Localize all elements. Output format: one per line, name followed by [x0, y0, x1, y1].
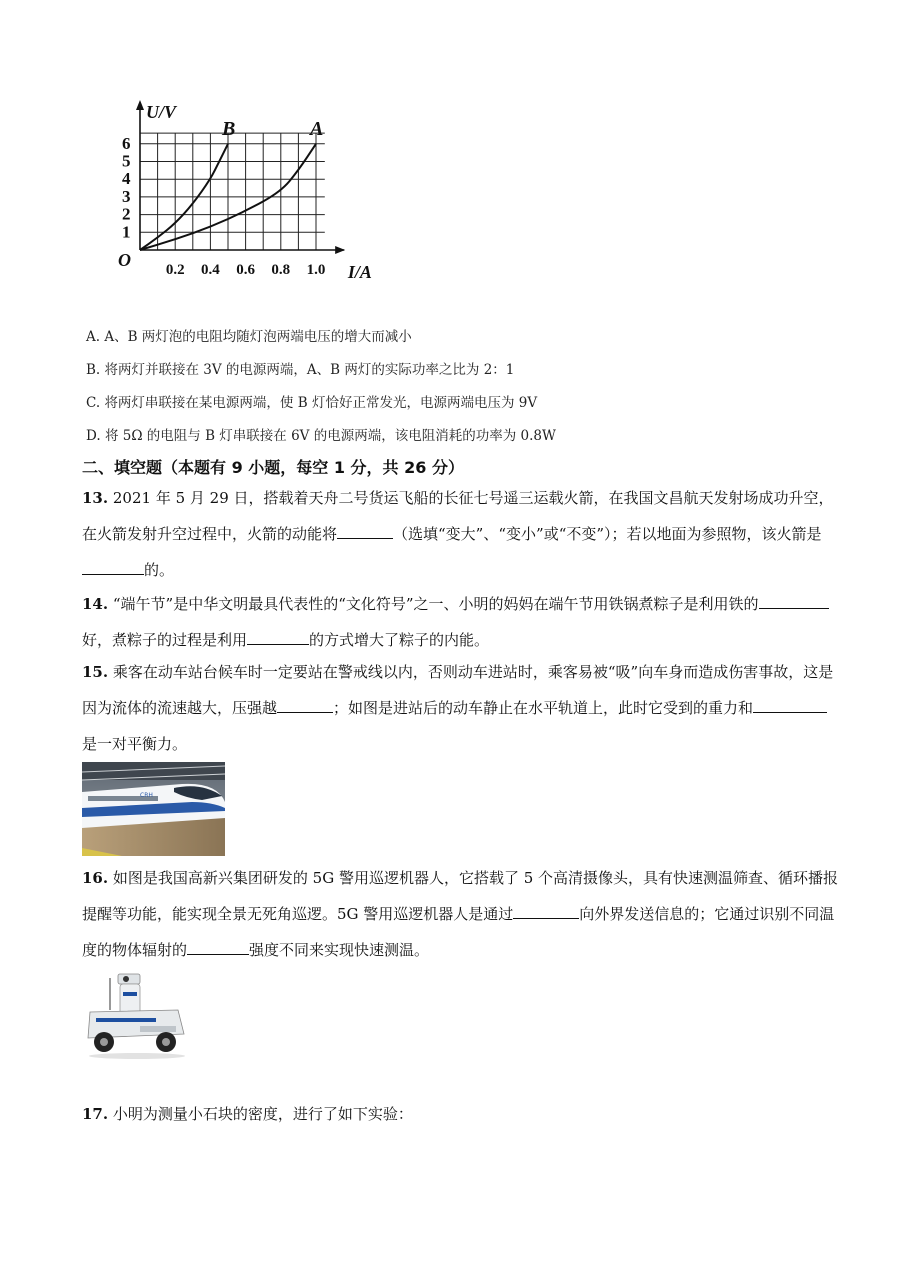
series-label-b: B — [222, 118, 236, 141]
option-text: A、B 两灯泡的电阻均随灯泡两端电压的增大而减小 — [104, 329, 412, 345]
option-d — [86, 424, 556, 444]
series-label-a: A — [310, 118, 324, 141]
answer-blank[interactable] — [82, 560, 144, 575]
question-text: 2021 年 5 月 29 日，搭载着天舟二号货运飞船的长征七号遥三运载火箭，在我国文昌航天发射场成功升空，在火箭发射升空过程中，火箭的动能将 — [82, 489, 834, 543]
question-14 — [82, 586, 842, 658]
question-number: 13. — [82, 489, 109, 507]
option-letter: D. — [86, 428, 101, 444]
question-number: 14. — [82, 595, 109, 613]
option-letter: C. — [86, 395, 101, 411]
x-tick-label: 1.0 — [306, 262, 326, 278]
y-tick-label: 4 — [122, 169, 131, 189]
train-logo: CRH — [140, 792, 153, 799]
question-text: 是一对平衡力。 — [82, 735, 188, 753]
answer-blank[interactable] — [337, 524, 393, 539]
question-text: 乘客在动车站台候车时一定要站在警戒线以内，否则动车进站时，乘客易被“吸”向车身而造成伤害事故，这是因为流体的流速越大，压强越 — [82, 663, 834, 717]
option-c — [86, 391, 537, 411]
question-text: （选填“变大”、“变小”或“不变”）；若以地面为参照物，该火箭是 — [393, 525, 822, 543]
question-17 — [82, 1096, 842, 1132]
question-text: 的。 — [144, 561, 175, 579]
option-a — [86, 325, 412, 345]
question-text: “端午节”是中华文明最具代表性的“文化符号”之一、小明的妈妈在端午节用铁锅煮粽子是利用铁的 — [108, 595, 759, 613]
question-text: 向外界发送信息的；它通过识别不同温度的物体辐射的 — [82, 905, 835, 959]
y-tick-label: 6 — [122, 133, 131, 153]
option-text: 将两灯并联接在 3V 的电源两端，A、B 两灯的实际功率之比为 2：1 — [104, 362, 515, 378]
question-number: 15. — [82, 663, 109, 681]
question-text: 强度不同来实现快速测温。 — [249, 941, 430, 959]
x-axis-label: I/A — [347, 262, 372, 282]
x-tick-label: 0.6 — [236, 262, 255, 278]
origin-label: O — [118, 250, 131, 270]
question-15 — [82, 654, 842, 762]
answer-blank[interactable] — [247, 630, 309, 645]
section-title: 二、填空题（本题有 9 小题，每空 1 分，共 26 分） — [82, 458, 464, 477]
y-tick-label: 2 — [122, 204, 131, 224]
question-text: 好，煮粽子的过程是利用 — [82, 631, 248, 649]
answer-blank[interactable] — [753, 698, 827, 713]
option-text: 将 5Ω 的电阻与 B 灯串联接在 6V 的电源两端，该电阻消耗的功率为 0.8W — [104, 428, 556, 444]
question-number: 17. — [82, 1105, 109, 1123]
robot-photo — [82, 972, 192, 1062]
answer-blank[interactable] — [513, 904, 579, 919]
option-text: 将两灯串联接在某电源两端，使 B 灯恰好正常发光，电源两端电压为 9V — [104, 395, 538, 411]
x-tick-label: 0.2 — [165, 262, 185, 278]
option-letter: B. — [86, 362, 101, 378]
y-tick-label: 5 — [122, 151, 131, 171]
x-tick-label: 0.4 — [201, 262, 220, 278]
answer-blank[interactable] — [187, 940, 249, 955]
train-photo — [82, 762, 225, 856]
question-text: 如图是我国高新兴集团研发的 5G 警用巡逻机器人，它搭载了 5 个高清摄像头，具有快速测温筛查、循环播报提醒等功能，能实现全景无死角巡逻。5G 警用巡逻机器人是通过 — [82, 869, 839, 923]
u-i-graph — [110, 100, 380, 290]
graph-axis-labels — [146, 102, 372, 282]
graph-grid — [140, 133, 325, 250]
y-tick-label: 1 — [122, 222, 131, 242]
x-tick-label: 0.8 — [271, 262, 291, 278]
question-13 — [82, 480, 842, 588]
y-tick-label: 3 — [122, 186, 131, 206]
answer-blank[interactable] — [277, 698, 333, 713]
answer-blank[interactable] — [759, 594, 829, 609]
question-text: 小明为测量小石块的密度，进行了如下实验： — [108, 1105, 413, 1123]
question-16 — [82, 860, 842, 968]
y-axis-label: U/V — [146, 102, 177, 122]
graph-curves — [140, 118, 323, 250]
option-b — [86, 358, 514, 378]
question-number: 16. — [82, 869, 109, 887]
option-letter: A. — [86, 329, 101, 345]
y-axis-arrow — [136, 100, 144, 110]
question-text: ；如图是进站后的动车静止在水平轨道上，此时它受到的重力和 — [333, 699, 754, 717]
x-axis-arrow — [335, 246, 345, 254]
question-text: 的方式增大了粽子的内能。 — [309, 631, 490, 649]
